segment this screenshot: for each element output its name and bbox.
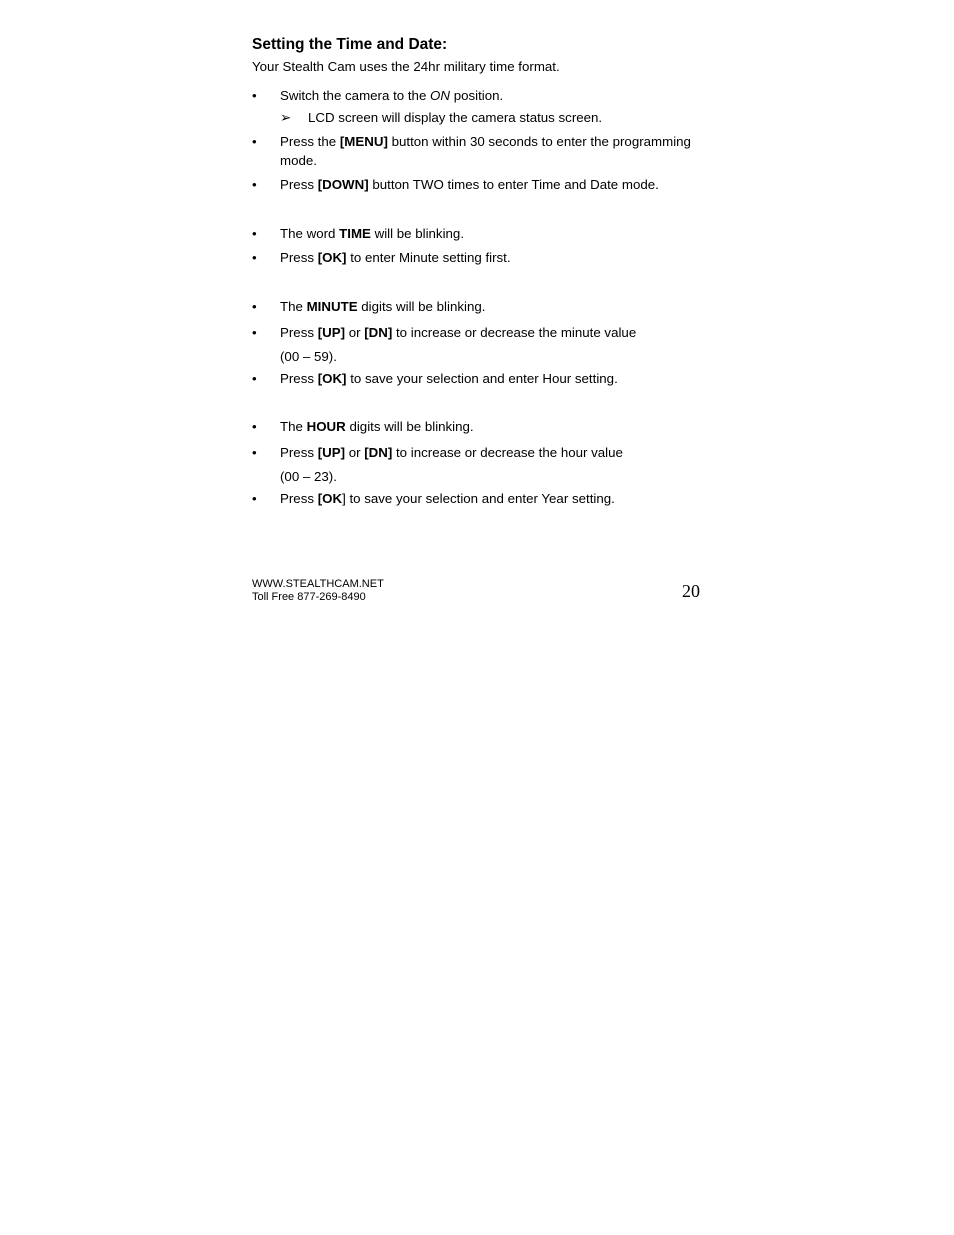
list-item: • Switch the camera to the ON position. (252, 88, 504, 103)
list-item: • The MINUTE digits will be blinking. (252, 299, 486, 314)
list-item: • Press [OK] to save your selection and enter Year setting. (252, 491, 615, 506)
hour-range: (00 – 23). (280, 469, 337, 484)
bullet-icon: • (252, 371, 257, 386)
bullet-icon: • (252, 134, 257, 149)
list-item: • Press [UP] or [DN] to increase or decrease the hour value (00 – 23). (252, 441, 712, 489)
bullet-icon: • (252, 325, 257, 340)
bullet-icon: • (252, 419, 257, 434)
ok-button-label: [OK] (317, 371, 347, 386)
up-button-label: [UP] (317, 325, 346, 340)
bullet-icon: • (252, 177, 257, 192)
bullet-icon: • (252, 88, 257, 103)
list-item: • The HOUR digits will be blinking. (252, 419, 474, 434)
minute-range: (00 – 59). (280, 349, 337, 364)
intro-text: Your Stealth Cam uses the 24hr military time format. (252, 59, 560, 74)
hour-word: HOUR (306, 419, 346, 434)
ok-button-label: [OK (317, 491, 343, 506)
bullet-icon: • (252, 445, 257, 460)
footer-phone: Toll Free 877-269-8490 (252, 591, 366, 603)
footer-website: WWW.STEALTHCAM.NET (252, 578, 384, 590)
dn-button-label: [DN] (364, 445, 393, 460)
down-button-label: [DOWN] (317, 177, 369, 192)
up-button-label: [UP] (317, 445, 346, 460)
instruction-list (252, 86, 712, 508)
minute-word: MINUTE (306, 299, 358, 314)
bullet-icon: • (252, 299, 257, 314)
list-item: • Press [DOWN] button TWO times to enter Time and Date mode. (252, 177, 659, 192)
sub-list-item: ➢ LCD screen will display the camera status screen. (280, 110, 603, 125)
list-item: • Press the [MENU] button within 30 seconds to enter the programming mode. (252, 134, 691, 168)
section-heading: Setting the Time and Date: (252, 36, 448, 53)
list-item: • Press [OK] to save your selection and enter Hour setting. (252, 371, 618, 386)
time-word: TIME (339, 226, 371, 241)
dn-button-label: [DN] (364, 325, 393, 340)
bullet-icon: • (252, 226, 257, 241)
manual-page-content (252, 35, 712, 508)
bullet-icon: • (252, 250, 257, 265)
list-item: • Press [OK] to enter Minute setting first. (252, 250, 511, 265)
list-item: • Press [UP] or [DN] to increase or decrease the minute value (00 – 59). (252, 321, 712, 369)
bullet-icon: • (252, 491, 257, 506)
page-number: 20 (682, 581, 700, 601)
ok-button-label: [OK] (317, 250, 347, 265)
menu-button-label: [MENU] (339, 134, 388, 149)
on-position-text: ON (430, 88, 450, 103)
arrow-bullet-icon: ➢ (280, 110, 292, 125)
list-item: • The word TIME will be blinking. (252, 226, 465, 241)
